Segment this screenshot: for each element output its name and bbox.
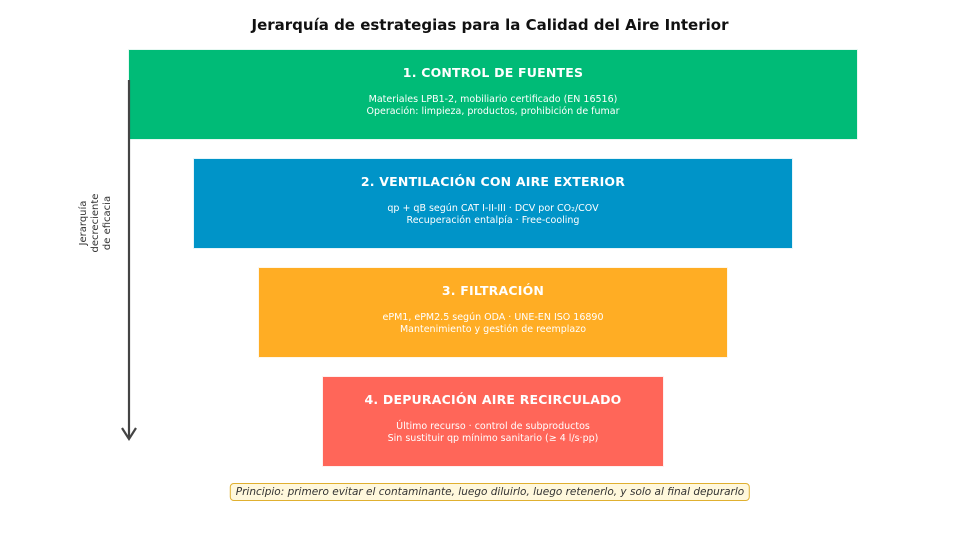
tier-detail-line: qp + qB según CAT I-II-III · DCV por CO₂/COV (387, 203, 599, 214)
tier-title: 1. CONTROL DE FUENTES (402, 65, 584, 80)
tier-source-control (128, 49, 858, 140)
principle-note: Principio: primero evitar el contaminante, luego diluirlo, luego retenerlo, y solo al final depurarlo (230, 483, 750, 501)
tier-title: 2. VENTILACIÓN CON AIRE EXTERIOR (360, 174, 626, 189)
tier-recirculated-air-purification (322, 376, 664, 467)
tier-filtration (258, 267, 728, 358)
tier-ventilation (193, 158, 793, 249)
tier-detail-line: ePM1, ePM2.5 según ODA · UNE-EN ISO 16890 (382, 312, 604, 323)
tier-title: 4. DEPURACIÓN AIRE RECIRCULADO (364, 392, 622, 407)
tier-detail-line: Mantenimiento y gestión de reemplazo (399, 324, 587, 335)
tier-detail-line: Recuperación entalpía · Free-cooling (406, 215, 580, 226)
tier-title: 3. FILTRACIÓN (441, 283, 545, 298)
axis-label-line: decreciente (90, 193, 101, 253)
axis-label-line: de eficacia (102, 195, 113, 251)
tier-detail-line: Sin sustituir qp mínimo sanitario (≥ 4 l/s·pp) (387, 433, 599, 444)
hierarchy-arrow-icon (118, 78, 140, 444)
diagram-title: Jerarquía de estrategias para la Calidad del Aire Interior (251, 16, 729, 34)
tier-detail-line: Operación: limpieza, productos, prohibición de fumar (366, 106, 620, 117)
hierarchy-axis-label (78, 187, 114, 259)
tier-detail-line: Último recurso · control de subproductos (396, 421, 590, 432)
tier-detail-line: Materiales LPB1-2, mobiliario certificado (EN 16516) (368, 94, 618, 105)
axis-label-line: Jerarquía (78, 200, 89, 246)
